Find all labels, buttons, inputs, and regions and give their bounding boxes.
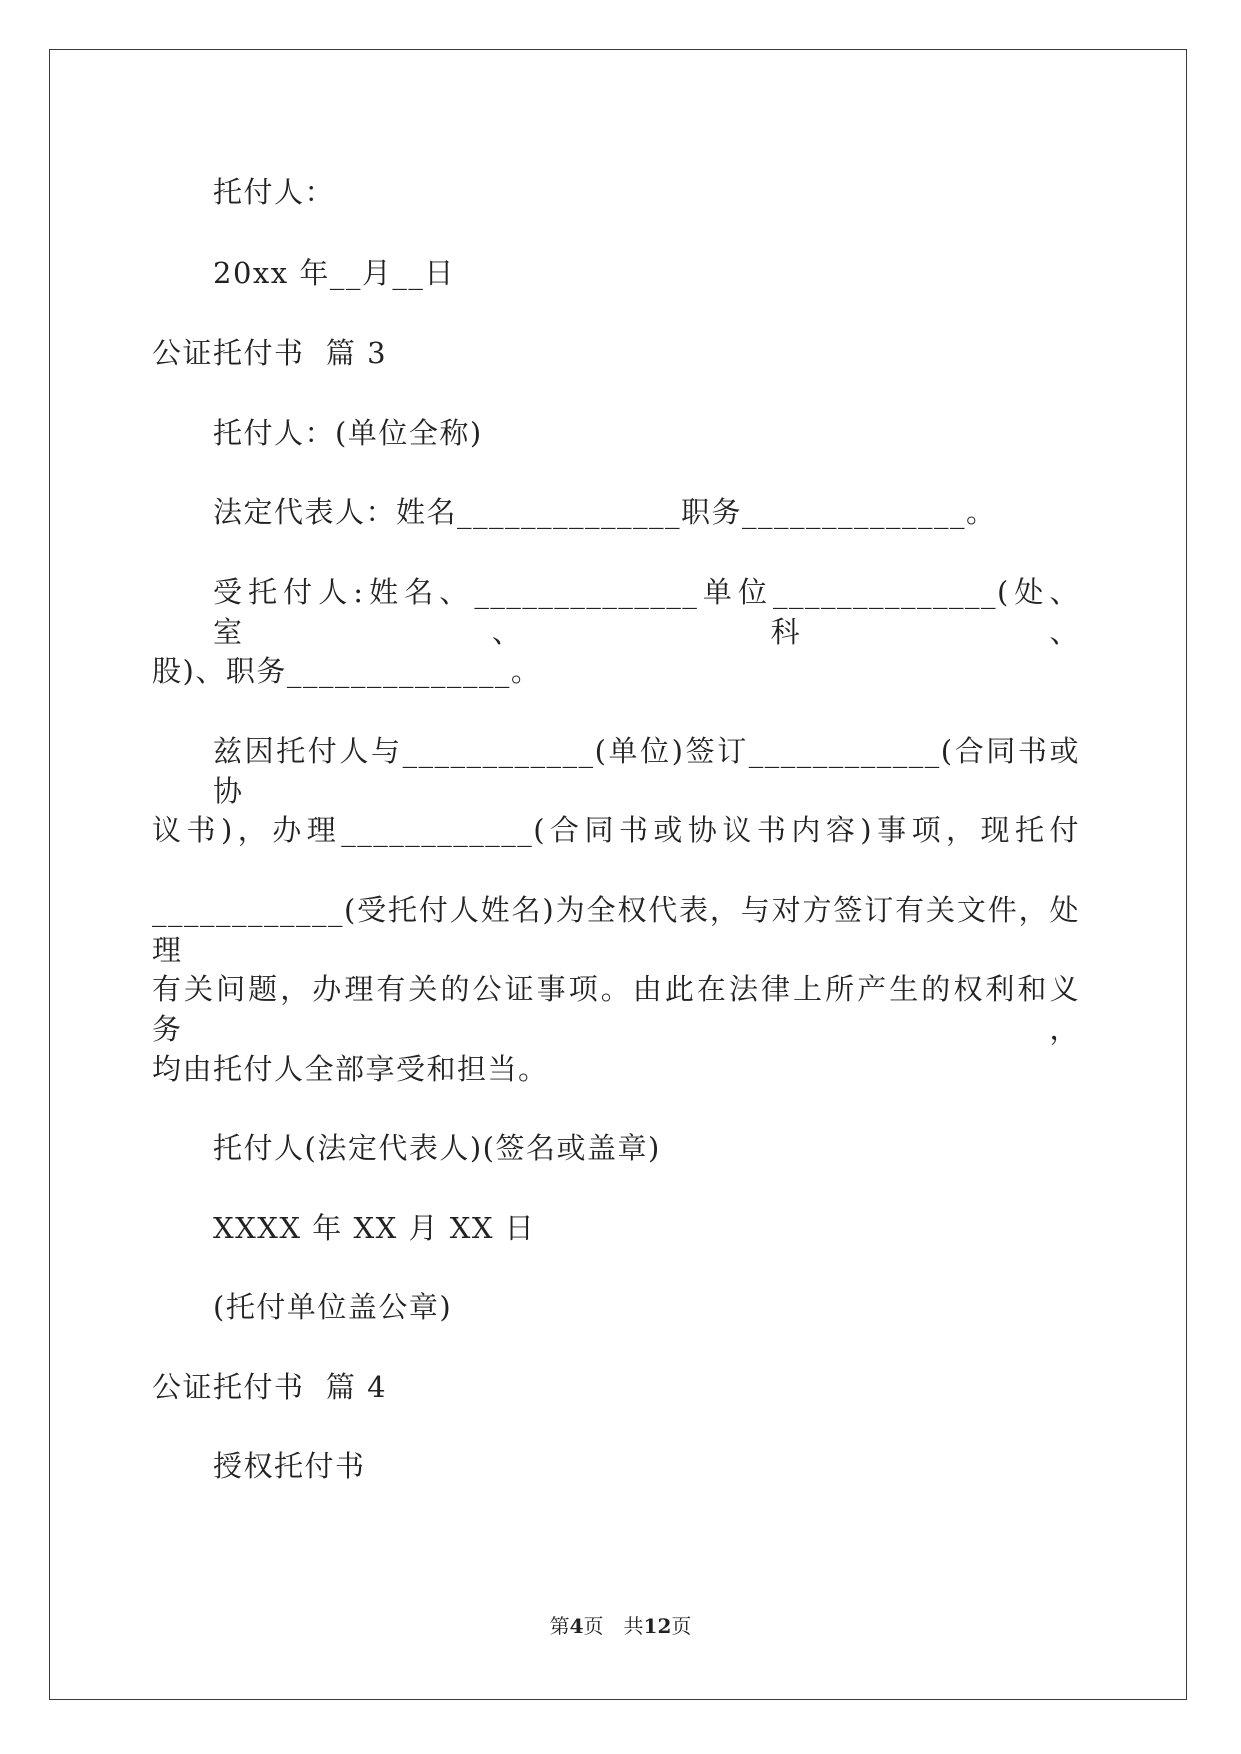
body-paragraph-line: 议书)，办理____________(合同书或协议书内容)事项，现托付 (152, 813, 1080, 847)
footer-mid: 页 共 (583, 1614, 644, 1638)
body-paragraph-line: 兹因托付人与____________(单位)签订____________(合同书或协 (213, 734, 1080, 808)
footer-prefix: 第 (549, 1614, 570, 1638)
section-title-3: 公证托付书 篇 3 (152, 336, 388, 370)
agent-line-cont: 股)、职务______________。 (152, 654, 542, 688)
page-footer (0, 1612, 1241, 1640)
section-title-4: 公证托付书 篇 4 (152, 1370, 388, 1404)
footer-suffix: 页 (671, 1614, 692, 1638)
date-line: 20xx 年__月__日 (213, 256, 455, 290)
agent-line: 受托付人:姓名、______________单位______________(处、室、科、 (213, 575, 1080, 649)
body-paragraph-line: ____________(受托付人姓名)为全权代表，与对方签订有关文件，处理 (152, 893, 1080, 967)
signature-date-line: XXXX 年 XX 月 XX 日 (213, 1211, 536, 1245)
body-paragraph-line: 均由托付人全部享受和担当。 (152, 1052, 549, 1086)
body-paragraph-line: 有关问题，办理有关的公证事项。由此在法律上所产生的权利和义务， (152, 972, 1080, 1046)
signature-line: 托付人(法定代表人)(签名或盖章) (213, 1131, 661, 1165)
legal-rep-line: 法定代表人：姓名______________职务______________。 (213, 495, 997, 529)
current-page-number: 4 (569, 1614, 584, 1638)
authorization-title: 授权托付书 (213, 1449, 366, 1483)
seal-line: (托付单位盖公章) (213, 1290, 453, 1324)
total-pages-number: 12 (643, 1614, 672, 1638)
principal-label: 托付人： (213, 175, 336, 209)
principal-unit-line: 托付人：(单位全称) (213, 416, 483, 450)
